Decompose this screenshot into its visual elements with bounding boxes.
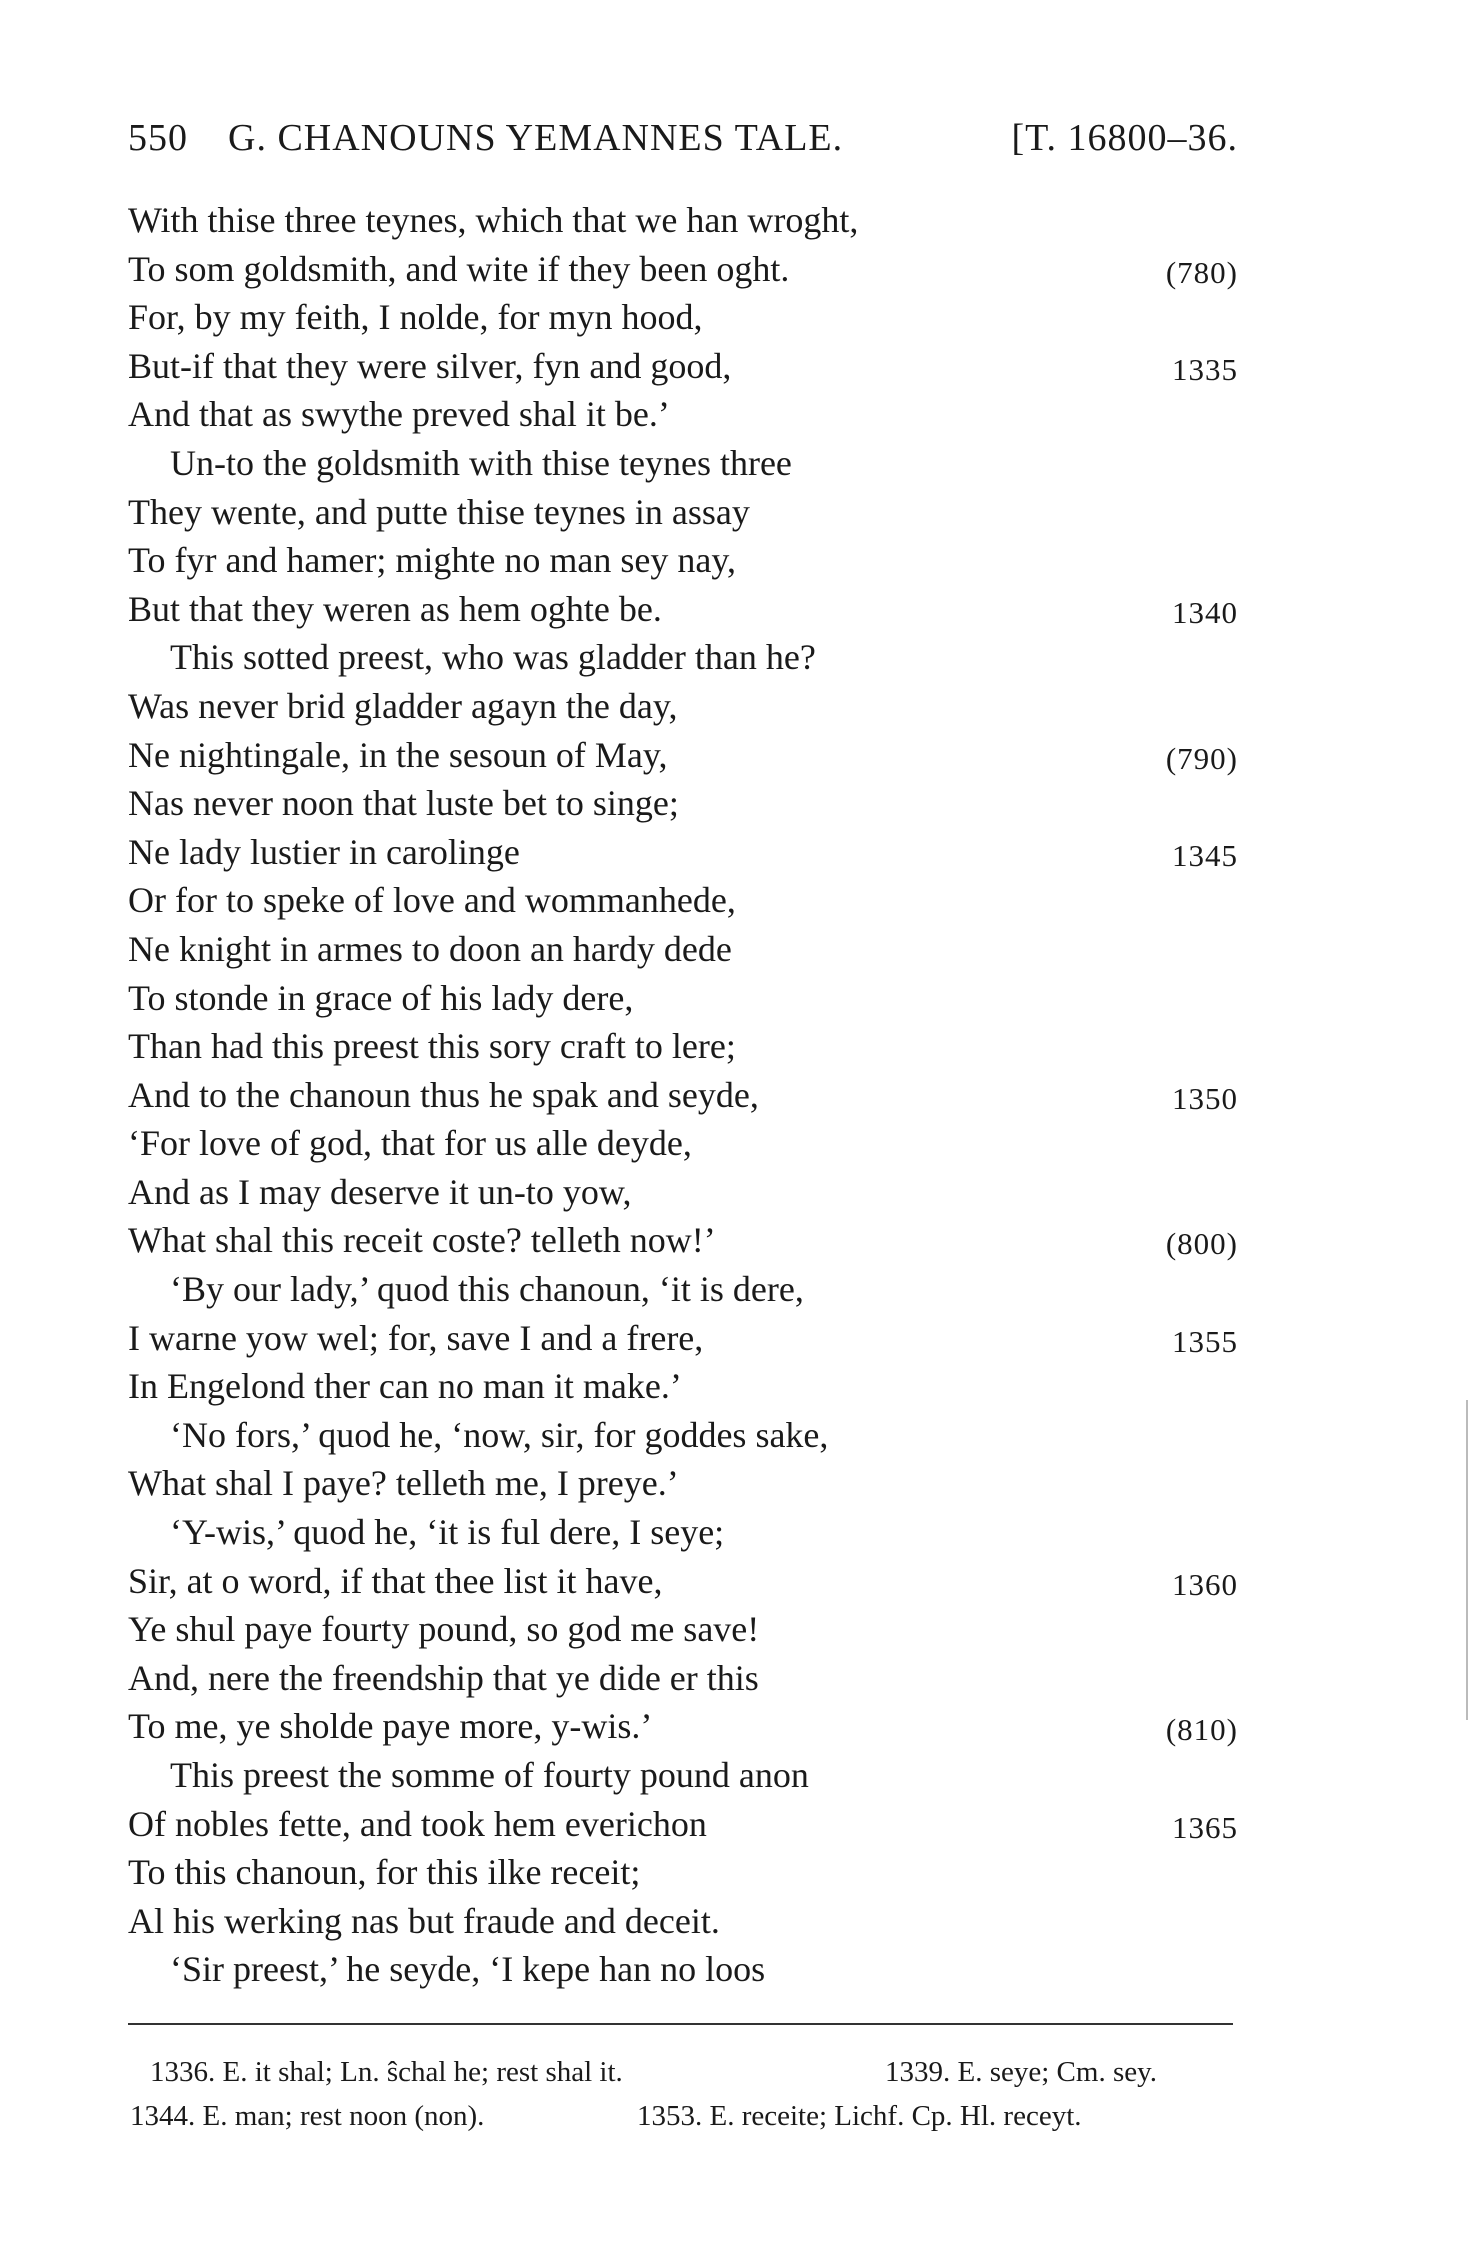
verse-line-text: And as I may deserve it un-to yow, (128, 1171, 632, 1212)
verse-line (128, 1897, 1238, 1946)
verse-line-text: Than had this preest this sory craft to lere; (128, 1026, 736, 1067)
verse-line (128, 1119, 1238, 1168)
verse-line (128, 633, 1238, 682)
line-number: 1350 (1172, 1080, 1238, 1116)
verse-line (128, 1654, 1238, 1703)
footnote: 1344. E. man; rest noon (non). (130, 2100, 485, 2132)
line-number: 1365 (1172, 1809, 1238, 1845)
line-number: (790) (1165, 740, 1238, 776)
verse-line-text: Al his werking nas but fraude and deceit. (128, 1900, 720, 1941)
verse-line-text: ‘For love of god, that for us alle deyde, (128, 1123, 692, 1164)
verse-line (128, 1702, 1238, 1751)
verse-line (128, 536, 1238, 585)
verse-line (128, 585, 1238, 634)
verse-line-text: In Engelond ther can no man it make.’ (128, 1366, 682, 1407)
footnotes (130, 2050, 1235, 2138)
verse-line (128, 1168, 1238, 1217)
verse-line (128, 1022, 1238, 1071)
line-number: (780) (1165, 254, 1238, 290)
verse-line (128, 1265, 1238, 1314)
footnote: 1336. E. it shal; Ln. ŝchal he; rest shal it. (150, 2056, 623, 2088)
verse-line (128, 196, 1238, 245)
verse-line-text: To stonde in grace of his lady dere, (128, 977, 634, 1018)
verse-line (128, 1411, 1238, 1460)
verse-line (128, 1945, 1238, 1994)
line-number: 1340 (1172, 594, 1238, 630)
verse-line-text: To this chanoun, for this ilke receit; (128, 1852, 641, 1893)
verse-line-text: They wente, and putte thise teynes in assay (128, 491, 750, 532)
verse-line (128, 974, 1238, 1023)
verse-line (128, 1362, 1238, 1411)
verse-line-text: Ye shul paye fourty pound, so god me save! (128, 1609, 760, 1650)
verse-line (128, 488, 1238, 537)
verse-line-text: To fyr and hamer; mighte no man sey nay, (128, 540, 736, 581)
verse-line-text: With thise three teynes, which that we han wroght, (128, 200, 859, 240)
verse-line (128, 779, 1238, 828)
verse-line-text: Un-to the goldsmith with thise teynes three (170, 442, 792, 483)
verse-line-text: For, by my feith, I nolde, for myn hood, (128, 297, 703, 338)
running-header (128, 116, 1238, 166)
verse-line (128, 1216, 1238, 1265)
verse-line-text: What shal this receit coste? telleth now!’ (128, 1220, 716, 1261)
verse-line-text: But-if that they were silver, fyn and good, (128, 345, 732, 386)
line-number: 1360 (1172, 1566, 1238, 1602)
verse-line (128, 293, 1238, 342)
verse-line (128, 876, 1238, 925)
verse-line (128, 1848, 1238, 1897)
verse-line (128, 1459, 1238, 1508)
page-number: 550 (128, 117, 188, 159)
verse-line (128, 1605, 1238, 1654)
verse-line (128, 925, 1238, 974)
verse-line (128, 439, 1238, 488)
verse-line (128, 682, 1238, 731)
verse-line (128, 1557, 1238, 1606)
verse-line-text: ‘By our lady,’ quod this chanoun, ‘it is dere, (170, 1269, 804, 1310)
line-range: [T. 16800–36. (1011, 117, 1238, 159)
verse-line-text: Was never brid gladder agayn the day, (128, 685, 678, 726)
page-edge-mark (1466, 1400, 1468, 1720)
verse-line-text: And that as swythe preved shal it be.’ (128, 394, 670, 435)
verse-text (128, 196, 1238, 1994)
verse-line-text: What shal I paye? telleth me, I preye.’ (128, 1463, 679, 1504)
verse-line (128, 1800, 1238, 1849)
line-number: (800) (1165, 1226, 1238, 1262)
verse-line (128, 828, 1238, 877)
verse-line-text: ‘Sir preest,’ he seyde, ‘I kepe han no loos (170, 1949, 766, 1990)
line-number: 1335 (1172, 351, 1238, 387)
footnote-row (130, 2094, 1235, 2138)
running-title: G. CHANOUNS YEMANNES TALE. (228, 117, 844, 159)
verse-line-text: Or for to speke of love and wommanhede, (128, 880, 736, 921)
footnote: 1339. E. seye; Cm. sey. (885, 2056, 1157, 2088)
verse-line-text: This sotted preest, who was gladder than he? (170, 637, 816, 678)
line-number: 1355 (1172, 1323, 1238, 1359)
verse-line-text: Of nobles fette, and took hem everichon (128, 1803, 707, 1844)
verse-line-text: But that they weren as hem oghte be. (128, 588, 662, 629)
verse-line-text: I warne yow wel; for, save I and a frere, (128, 1317, 704, 1358)
verse-line-text: Ne lady lustier in carolinge (128, 831, 520, 872)
verse-line (128, 390, 1238, 439)
verse-line-text: To som goldsmith, and wite if they been oght. (128, 248, 790, 289)
verse-line (128, 342, 1238, 391)
verse-line-text: Sir, at o word, if that thee list it have, (128, 1560, 663, 1601)
verse-line-text: And to the chanoun thus he spak and seyde, (128, 1074, 759, 1115)
verse-line (128, 731, 1238, 780)
verse-line-text: ‘No fors,’ quod he, ‘now, sir, for goddes sake, (170, 1414, 829, 1455)
verse-line-text: And, nere the freendship that ye dide er this (128, 1657, 759, 1698)
footnote-row (150, 2050, 1235, 2094)
verse-line-text: ‘Y-wis,’ quod he, ‘it is ful dere, I seye; (170, 1512, 725, 1553)
footnote: 1353. E. receite; Lichf. Cp. Hl. receyt. (637, 2100, 1082, 2132)
verse-line-text: Ne knight in armes to doon an hardy dede (128, 928, 732, 969)
verse-line-text: Nas never noon that luste bet to singe; (128, 783, 679, 824)
verse-line (128, 1314, 1238, 1363)
verse-line-text: This preest the somme of fourty pound anon (170, 1755, 809, 1795)
line-number: (810) (1165, 1712, 1238, 1748)
verse-line-text: Ne nightingale, in the sesoun of May, (128, 734, 668, 775)
verse-line (128, 245, 1238, 294)
footnote-rule (128, 2023, 1233, 2025)
line-number: 1345 (1172, 837, 1238, 873)
verse-line (128, 1508, 1238, 1557)
verse-line (128, 1071, 1238, 1120)
verse-line (128, 1751, 1238, 1800)
verse-line-text: To me, ye sholde paye more, y-wis.’ (128, 1706, 653, 1747)
